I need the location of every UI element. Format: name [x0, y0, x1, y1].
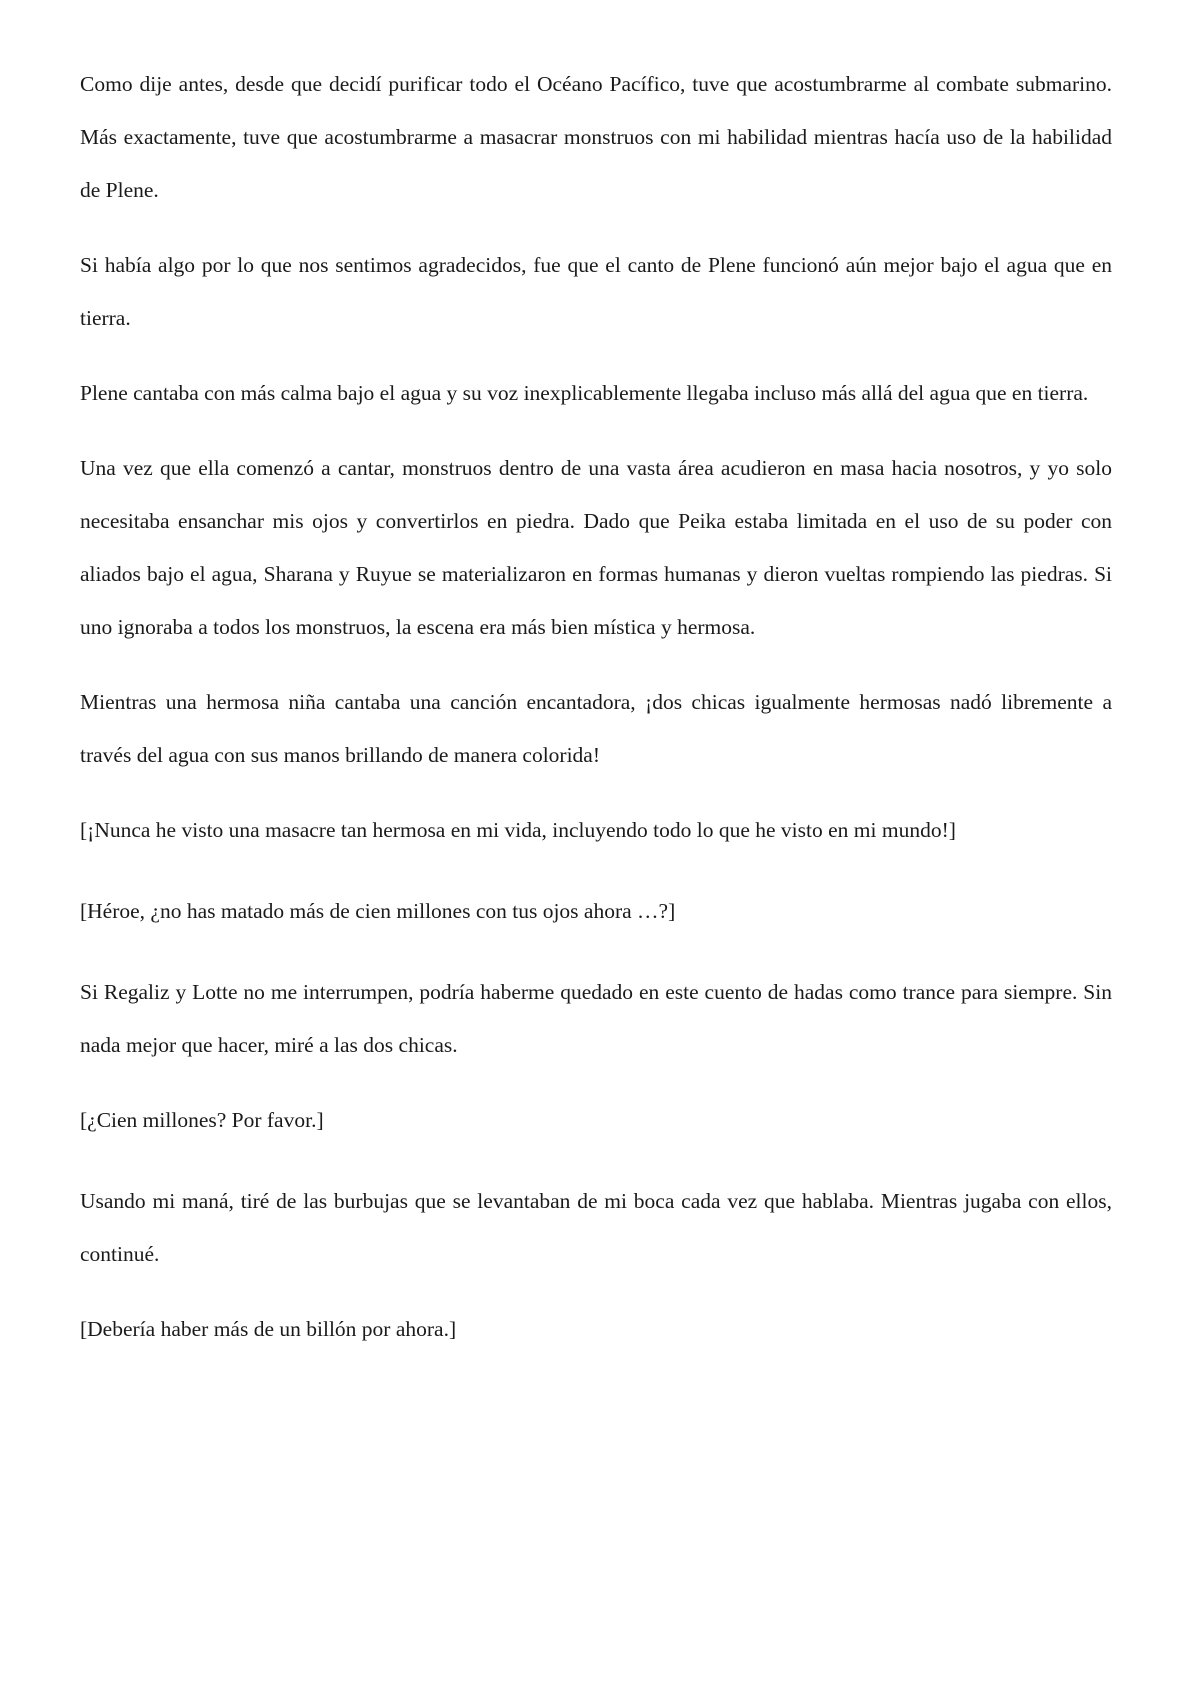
- dialogue-line-1: [¡Nunca he visto una masacre tan hermosa en mi vida, incluyendo todo lo que he visto en mi mundo!]: [80, 818, 956, 842]
- paragraph-1: Como dije antes, desde que decidí purificar todo el Océano Pacífico, tuve que acostumbrarme al combate submarino. Más exactamente, tuve que acostumbrarme a masacrar monstruos con mi habilidad mientras hacía uso de la habilidad de Plene.: [80, 72, 1112, 202]
- paragraph-3: Plene cantaba con más calma bajo el agua y su voz inexplicablemente llegaba incluso más allá del agua que en tierra.: [80, 381, 1089, 405]
- paragraph-2: Si había algo por lo que nos sentimos agradecidos, fue que el canto de Plene funcionó aún mejor bajo el agua que en tierra.: [80, 253, 1112, 330]
- dialogue-line-3: [¿Cien millones? Por favor.]: [80, 1108, 324, 1132]
- paragraph-4: Una vez que ella comenzó a cantar, monstruos dentro de una vasta área acudieron en masa hacia nosotros, y yo solo necesitaba ensanchar mis ojos y convertirlos en piedra. Dado que Peika estaba limitada en el uso de su poder con aliados bajo el agua, Sharana y Ruyue se materializaron en formas humanas y dieron vueltas rompiendo las piedras. Si uno ignoraba a todos los monstruos, la escena era más bien mística y hermosa.: [80, 456, 1112, 639]
- paragraph-6: Si Regaliz y Lotte no me interrumpen, podría haberme quedado en este cuento de hadas como trance para siempre. Sin nada mejor que hacer, miré a las dos chicas.: [80, 980, 1112, 1057]
- paragraph-7: Usando mi maná, tiré de las burbujas que se levantaban de mi boca cada vez que hablaba. Mientras jugaba con ellos, continué.: [80, 1189, 1112, 1266]
- dialogue-line-4: [Debería haber más de un billón por ahora.]: [80, 1317, 457, 1341]
- dialogue-line-2: [Héroe, ¿no has matado más de cien millones con tus ojos ahora …?]: [80, 899, 676, 923]
- paragraph-5: Mientras una hermosa niña cantaba una canción encantadora, ¡dos chicas igualmente hermosas nadó libremente a través del agua con sus manos brillando de manera colorida!: [80, 690, 1112, 767]
- document-body: [80, 58, 1112, 1378]
